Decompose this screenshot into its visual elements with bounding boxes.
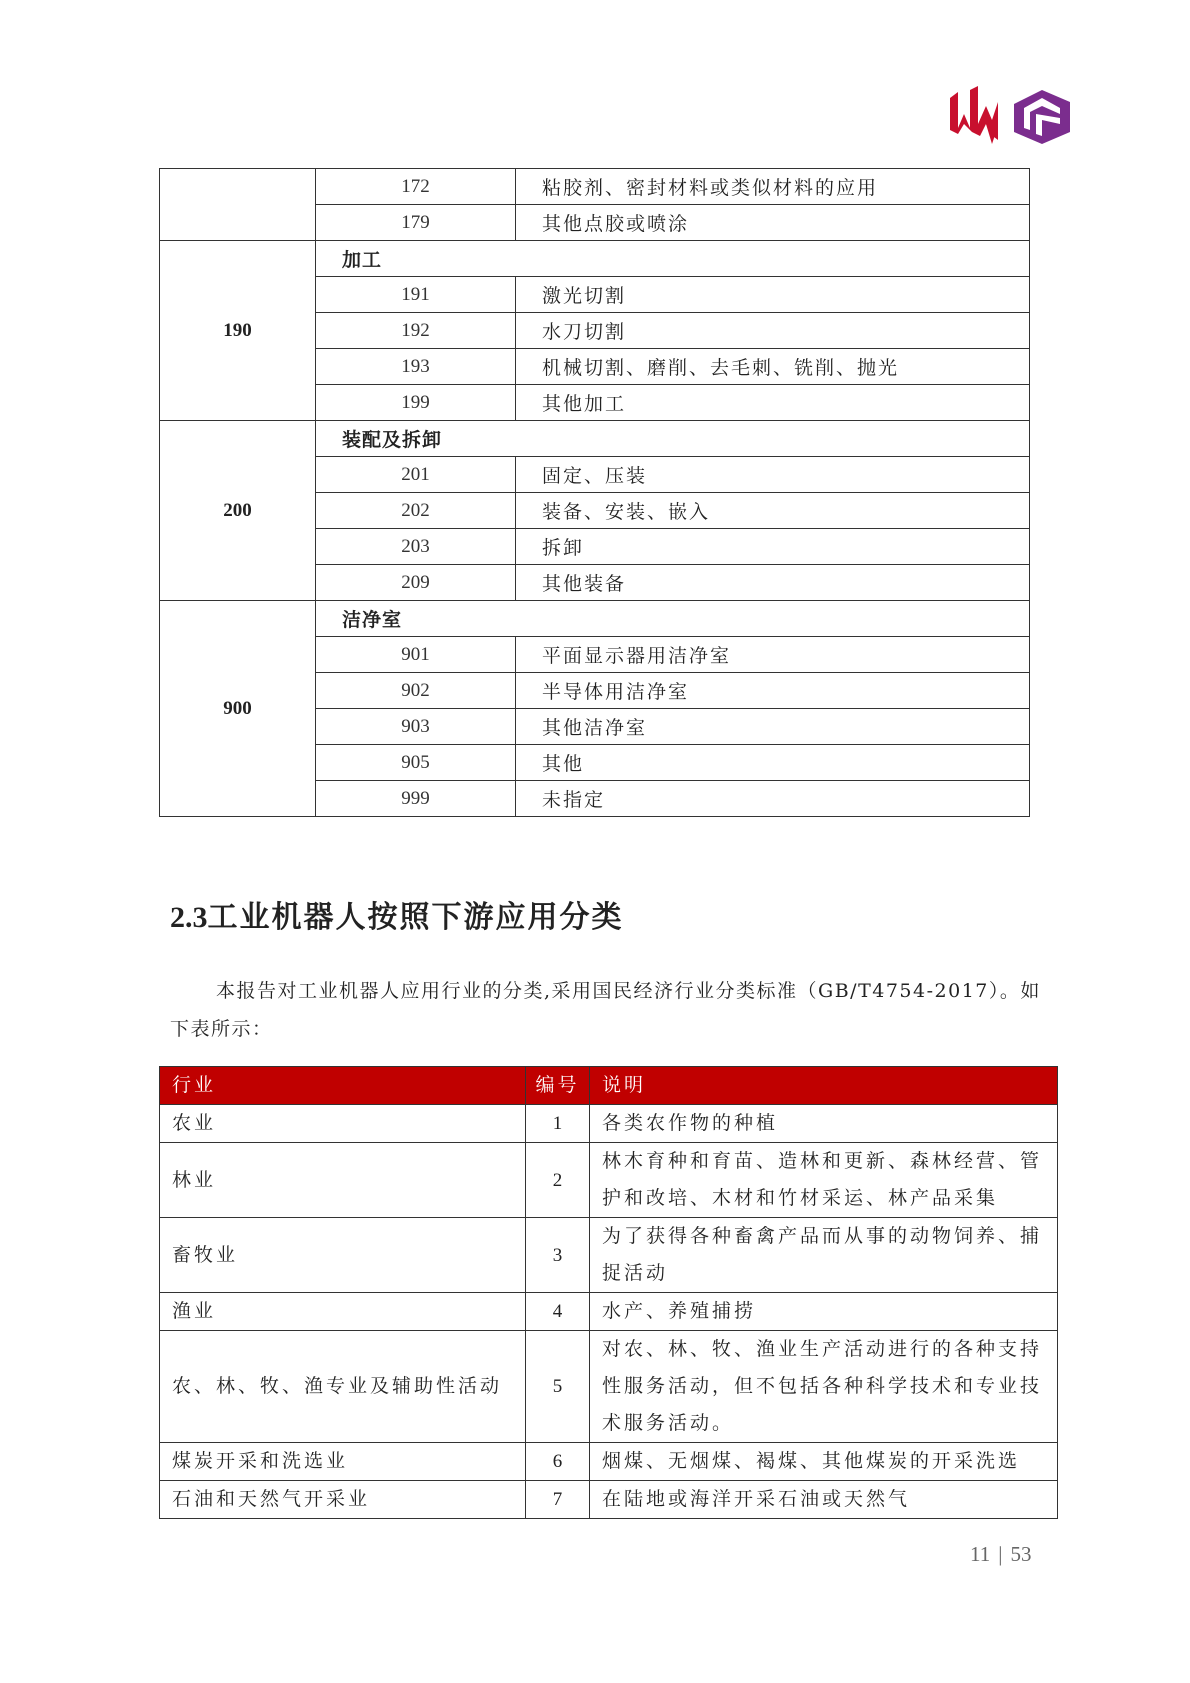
brand-square-logo-icon [1014, 90, 1070, 144]
section-paragraph: 本报告对工业机器人应用行业的分类,采用国民经济行业分类标准（GB/T4754-2017）。如下表所示： [170, 980, 1041, 1040]
page-separator: | [998, 1542, 1003, 1566]
description-cell: 在陆地或海洋开采石油或天然气 [590, 1481, 1058, 1519]
group-label-cell: 洁净室 [316, 601, 1030, 637]
group-code-cell: 200 [160, 421, 316, 601]
description-cell: 烟煤、无烟煤、褐煤、其他煤炭的开采洗选 [590, 1443, 1058, 1481]
group-header-row [160, 601, 1030, 637]
description-cell: 装备、安装、嵌入 [516, 493, 1030, 529]
header-description: 说明 [590, 1067, 1058, 1105]
sub-code-cell: 202 [316, 493, 516, 529]
group-code-cell: 190 [160, 241, 316, 421]
description-cell: 拆卸 [516, 529, 1030, 565]
industry-cell: 渔业 [160, 1293, 526, 1331]
group-code-cell: 900 [160, 601, 316, 817]
number-cell: 3 [526, 1218, 590, 1293]
description-cell: 未指定 [516, 781, 1030, 817]
description-cell: 平面显示器用洁净室 [516, 637, 1030, 673]
page-number: 11 [970, 1542, 991, 1566]
sub-code-cell: 209 [316, 565, 516, 601]
description-cell: 其他点胶或喷涂 [516, 205, 1030, 241]
description-cell: 对农、林、牧、渔业生产活动进行的各种支持性服务活动，但不包括各种科学技术和专业技术服务活动。 [590, 1331, 1058, 1443]
industry-cell: 林业 [160, 1143, 526, 1218]
number-cell: 1 [526, 1105, 590, 1143]
sub-code-cell: 999 [316, 781, 516, 817]
sub-code-cell: 199 [316, 385, 516, 421]
group-header-row [160, 241, 1030, 277]
description-cell: 激光切割 [516, 277, 1030, 313]
description-cell: 半导体用洁净室 [516, 673, 1030, 709]
number-cell: 5 [526, 1331, 590, 1443]
description-cell: 各类农作物的种植 [590, 1105, 1058, 1143]
sub-code-cell: 905 [316, 745, 516, 781]
description-cell: 水刀切割 [516, 313, 1030, 349]
table-row [160, 1331, 1058, 1443]
industry-cell: 煤炭开采和洗选业 [160, 1443, 526, 1481]
number-cell: 2 [526, 1143, 590, 1218]
sub-code-cell: 901 [316, 637, 516, 673]
table-row [160, 1443, 1058, 1481]
header-logo [948, 84, 1076, 146]
industry-cell: 畜牧业 [160, 1218, 526, 1293]
description-cell: 固定、压装 [516, 457, 1030, 493]
group-header-row [160, 421, 1030, 457]
sub-code-cell: 902 [316, 673, 516, 709]
number-cell: 6 [526, 1443, 590, 1481]
sub-code-cell: 191 [316, 277, 516, 313]
section-title: 工业机器人按照下游应用分类 [207, 900, 624, 935]
description-cell: 为了获得各种畜禽产品而从事的动物饲养、捕捉活动 [590, 1218, 1058, 1293]
description-cell: 其他装备 [516, 565, 1030, 601]
sub-code-cell: 192 [316, 313, 516, 349]
brand-wave-logo-icon [948, 84, 1076, 146]
description-cell: 水产、养殖捕捞 [590, 1293, 1058, 1331]
industry-cell: 农业 [160, 1105, 526, 1143]
description-cell: 粘胶剂、密封材料或类似材料的应用 [516, 169, 1030, 205]
group-label-cell: 装配及拆卸 [316, 421, 1030, 457]
application-code-table [159, 168, 1030, 817]
group-label-cell: 加工 [316, 241, 1030, 277]
sub-code-cell: 193 [316, 349, 516, 385]
page-footer [970, 1542, 1031, 1567]
industry-classification-table [159, 1066, 1058, 1519]
table-row [160, 169, 1030, 205]
sub-code-cell: 201 [316, 457, 516, 493]
table-header-row [160, 1067, 1058, 1105]
number-cell: 7 [526, 1481, 590, 1519]
table-row [160, 1105, 1058, 1143]
sub-code-cell: 203 [316, 529, 516, 565]
section-heading [170, 892, 624, 936]
page-total: 53 [1010, 1542, 1032, 1566]
table-row [160, 1143, 1058, 1218]
number-cell: 4 [526, 1293, 590, 1331]
description-cell: 机械切割、磨削、去毛刺、铣削、抛光 [516, 349, 1030, 385]
table-row [160, 1293, 1058, 1331]
sub-code-cell: 903 [316, 709, 516, 745]
description-cell: 其他 [516, 745, 1030, 781]
header-number: 编号 [526, 1067, 590, 1105]
description-cell: 其他加工 [516, 385, 1030, 421]
table-row [160, 1218, 1058, 1293]
section-number: 2.3 [170, 901, 208, 934]
description-cell: 其他洁净室 [516, 709, 1030, 745]
industry-cell: 石油和天然气开采业 [160, 1481, 526, 1519]
group-code-cell [160, 169, 316, 241]
table-row [160, 1481, 1058, 1519]
sub-code-cell: 172 [316, 169, 516, 205]
header-industry: 行业 [160, 1067, 526, 1105]
industry-cell: 农、林、牧、渔专业及辅助性活动 [160, 1331, 526, 1443]
sub-code-cell: 179 [316, 205, 516, 241]
description-cell: 林木育种和育苗、造林和更新、森林经营、管护和改培、木材和竹材采运、林产品采集 [590, 1143, 1058, 1218]
